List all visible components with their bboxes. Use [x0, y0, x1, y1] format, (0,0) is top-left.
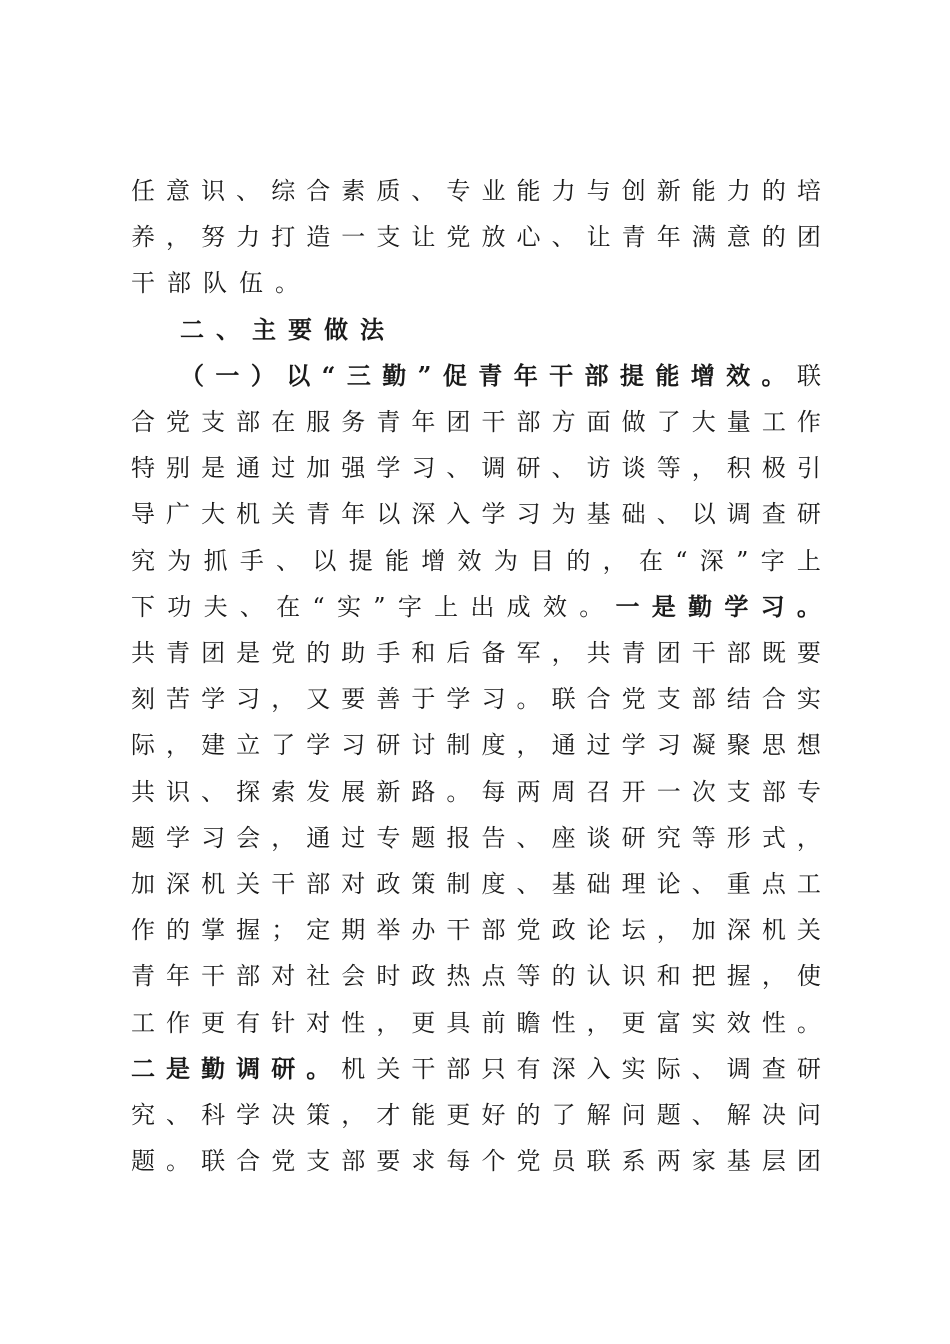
- section-heading: 二、主要做法: [180, 315, 396, 344]
- text-line: 加 深 机 关 干 部 对 政 策 制 度 、 基 础 理 论 、 重 点 工: [131, 870, 821, 898]
- text-line: 究 为 抓 手 、 以 提 能 增 效 为 目 的 ， 在 “ 深 ” 字 上: [131, 547, 821, 575]
- text-line: 刻 苦 学 习 ， 又 要 善 于 学 习 。 联 合 党 支 部 结 合 实: [131, 685, 821, 713]
- text-line: 下 功 夫 、 在 “ 实 ” 字 上 出 成 效 。 一 是 勤 学 习 。: [131, 592, 821, 621]
- text-segment: 干部队伍。: [131, 269, 311, 297]
- text-line: 题 学 习 会 ， 通 过 专 题 报 告 、 座 谈 研 究 等 形 式 ，: [131, 824, 821, 852]
- text-line: 共 识 、 探 索 发 展 新 路 。 每 两 周 召 开 一 次 支 部 专: [131, 778, 821, 806]
- text-line: （ 一 ） 以 “ 三 勤 ” 促 青 年 干 部 提 能 增 效 。 联: [180, 361, 821, 390]
- text-line: 任 意 识 、 综 合 素 质 、 专 业 能 力 与 创 新 能 力 的 培: [131, 177, 821, 205]
- text-line: 究 、 科 学 决 策 ， 才 能 更 好 的 了 解 问 题 、 解 决 问: [131, 1101, 821, 1129]
- text-line: 工 作 更 有 针 对 性 ， 更 具 前 瞻 性 ， 更 富 实 效 性 。: [131, 1009, 821, 1037]
- text-line: 作 的 掌 握 ； 定 期 举 办 干 部 党 政 论 坛 ， 加 深 机 关: [131, 916, 821, 944]
- text-line: 合 党 支 部 在 服 务 青 年 团 干 部 方 面 做 了 大 量 工 作: [131, 408, 821, 436]
- text-line: 二 是 勤 调 研 。 机 关 干 部 只 有 深 入 实 际 、 调 查 研: [131, 1054, 821, 1083]
- text-line: 青 年 干 部 对 社 会 时 政 热 点 等 的 认 识 和 把 握 ， 使: [131, 962, 821, 990]
- text-line: 导 广 大 机 关 青 年 以 深 入 学 习 为 基 础 、 以 调 查 研: [131, 500, 821, 528]
- text-line: 共 青 团 是 党 的 助 手 和 后 备 军 ， 共 青 团 干 部 既 要: [131, 639, 821, 667]
- text-line: 特 别 是 通 过 加 强 学 习 、 调 研 、 访 谈 等 ， 积 极 引: [131, 454, 821, 482]
- text-line: 养 ， 努 力 打 造 一 支 让 党 放 心 、 让 青 年 满 意 的 团: [131, 223, 821, 251]
- text-line: 题 。 联 合 党 支 部 要 求 每 个 党 员 联 系 两 家 基 层 团: [131, 1147, 821, 1175]
- text-line: [131, 260, 821, 306]
- text-line: 际 ， 建 立 了 学 习 研 讨 制 度 ， 通 过 学 习 凝 聚 思 想: [131, 731, 821, 759]
